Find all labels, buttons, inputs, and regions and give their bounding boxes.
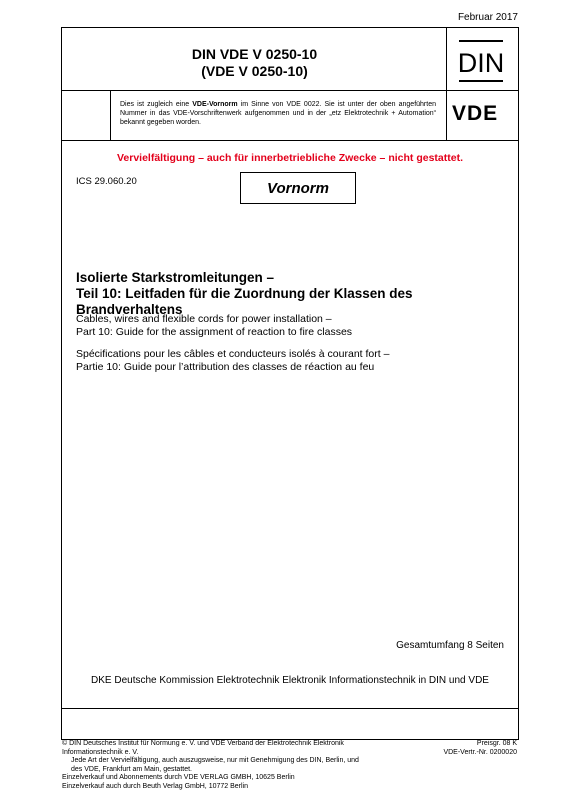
standard-number — [62, 46, 447, 80]
footer-line: © DIN Deutsches Institut für Normung e. V. und VDE Verband der Elektrotechnik Elektronik Informationstechnik e. V. — [62, 740, 344, 756]
vde-notice-text: im Sinne von VDE 0022. Sie ist unter der oben angeführten Nummer in das VDE-Vorschriftenwerk aufgenommen und in der „etz Elektrotechnik + Automation“ bekannt gegeben worden. — [120, 101, 436, 126]
document-type: Vornorm — [267, 179, 329, 197]
vde-notice-text: Dies ist zugleich eine — [120, 101, 193, 108]
din-logo — [455, 39, 507, 83]
footer-line: des VDE, Frankfurt am Main, gestattet. — [71, 765, 192, 773]
dke-commission: DKE Deutsche Kommission Elektrotechnik Elektronik Informationstechnik in DIN und VDE — [91, 675, 489, 686]
title-french — [76, 348, 389, 374]
cover-frame — [61, 27, 519, 740]
vde-logo: VDE — [452, 102, 499, 125]
title-german — [76, 270, 518, 318]
ics-code: ICS 29.060.20 — [76, 176, 137, 187]
divider — [446, 28, 447, 140]
standard-number-line1: DIN VDE V 0250-10 — [191, 46, 318, 62]
title-english-line2: Part 10: Guide for the assignment of reaction to fire classes — [76, 326, 353, 338]
title-french-line2: Partie 10: Guide pour l’attribution des classes de réaction au feu — [76, 361, 375, 373]
footer-copyright — [62, 740, 372, 792]
price-group: Preisgr. 08 K — [476, 740, 517, 747]
standard-number-line2: (VDE V 0250-10) — [201, 63, 308, 79]
footer-line: Einzelverkauf auch durch Beuth Verlag GmbH, 10772 Berlin — [62, 782, 248, 790]
footer-line: Einzelverkauf und Abonnements durch VDE VERLAG GMBH, 10625 Berlin — [62, 774, 295, 782]
vde-order-number: VDE-Vertr.-Nr. 0200020 — [443, 748, 517, 756]
page-count: Gesamtumfang 8 Seiten — [396, 640, 504, 651]
title-english-line1: Cables, wires and flexible cords for power installation – — [76, 313, 332, 325]
vde-notice-bold: VDE-Vornorm — [192, 101, 238, 108]
title-german-line2: Teil 10: Leitfaden für die Zuordnung der Klassen des Brandverhaltens — [76, 286, 413, 317]
divider — [62, 90, 518, 91]
title-german-line1: Isolierte Starkstromleitungen – — [76, 270, 275, 285]
publication-date: Februar 2017 — [457, 12, 518, 23]
din-logo-text: DIN — [457, 48, 505, 78]
document-type-box — [240, 172, 356, 204]
divider — [62, 140, 518, 141]
footer-line: Jede Art der Vervielfältigung, auch auszugsweise, nur mit Genehmigung des DIN, Berlin, und — [71, 757, 359, 765]
divider — [62, 708, 518, 709]
title-french-line1: Spécifications pour les câbles et conducteurs isolés à courant fort – — [76, 348, 390, 360]
vde-notice — [120, 100, 436, 127]
title-english — [76, 313, 352, 339]
reproduction-warning: Vervielfältigung – auch für innerbetriebliche Zwecke – nicht gestattet. — [116, 152, 463, 164]
footer-order-info — [443, 740, 517, 757]
divider — [110, 90, 111, 140]
